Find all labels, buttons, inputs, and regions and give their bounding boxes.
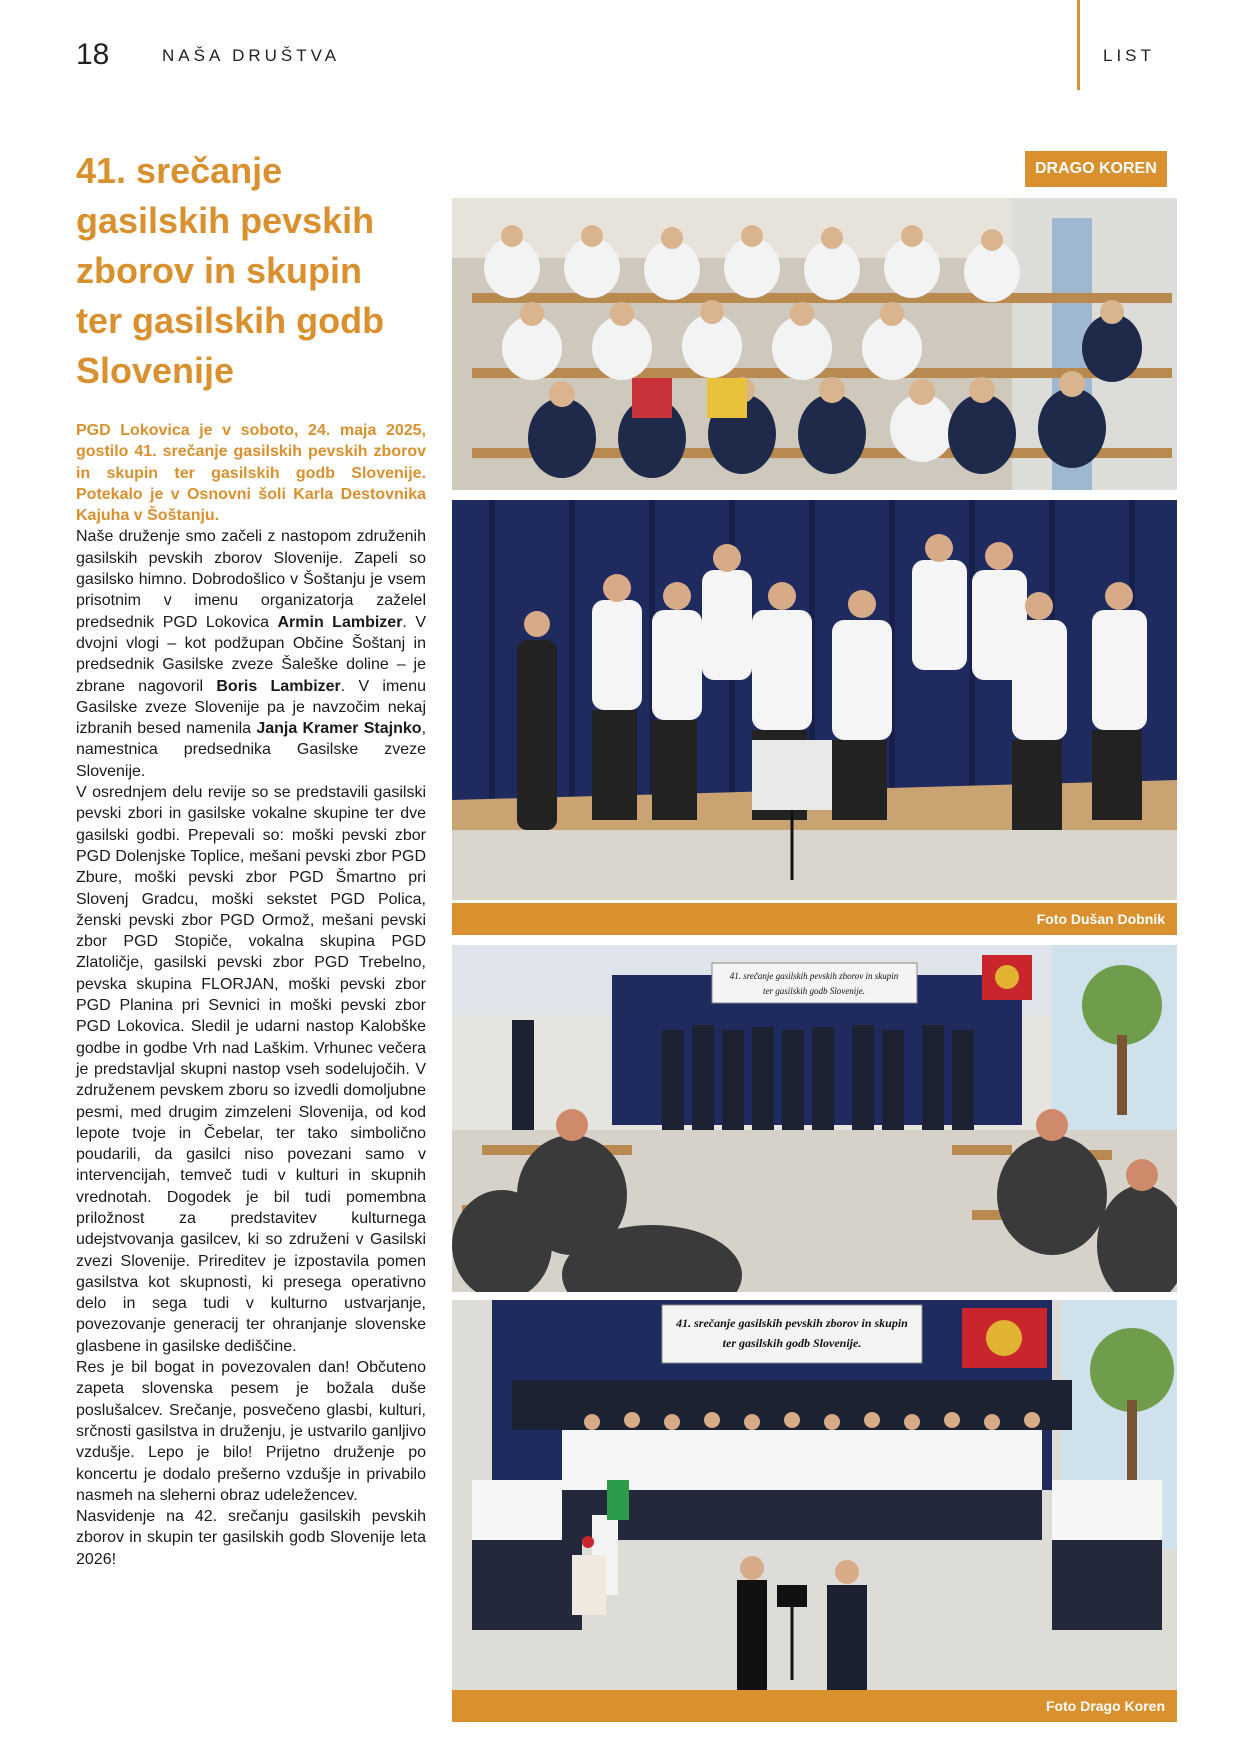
paragraph-text: , namestnica predsednika Gasilske zveze Slovenije.	[76, 720, 427, 780]
paragraph-farewell: Nasvidenje na 42. srečanju gasilskih pevskih zborov in skupin ter gasilskih godb Slovenije leta 2026!	[76, 1508, 426, 1568]
section-name: NAŠA DRUŠTVA	[162, 46, 341, 65]
lead-organisation: PGD Lokovica	[76, 422, 190, 439]
magazine-name: LIST	[1103, 46, 1155, 65]
article-body	[76, 420, 426, 1570]
paragraph-opening	[76, 526, 426, 782]
photo-joint-choir	[452, 1300, 1177, 1690]
photo-caption	[452, 903, 1177, 935]
photo-choir	[452, 500, 1177, 900]
article-headline: 41. srečanje gasilskih pevskih zborov in skupin ter gasilskih godb Slovenije	[76, 150, 385, 391]
article-lead	[76, 420, 426, 526]
caption-text: Foto Dušan Dobnik	[1036, 911, 1165, 927]
person-name: Armin Lambizer	[277, 613, 403, 631]
paragraph-text: Naše druženje smo začeli z nastopom združenih gasilskih pevskih zborov Slovenije. Zapeli so gasilsko himno. Dobrodošlico v Šoštanju je vsem prisotnim v imenu organizatorja zaželel predsednik PGD Lokovica	[76, 528, 426, 631]
paragraph-closing: Res je bil bogat in povezovalen dan! Občuteno zapeta slovenska pesem je božala duše poslušalcev. Srečanje, posvečeno glasbi, kulturi, srčnosti gasilstva in druženju, je ustvarilo ganljivo vzdušje. Lepo je bilo! Prijetno druženje po koncertu je dodalo prešerno vzdušje in privabilo nasmeh na sleherni obraz udeležencev.	[76, 1359, 426, 1504]
page-number: 18	[76, 38, 110, 71]
paragraph-text: . V dvojni vlogi – kot podžupan Občine Šoštanj in predsednik Gasilske zveze Šaleške doline – je zbrane nagovoril	[76, 613, 426, 695]
paragraph-program: V osrednjem delu revije so se predstavili gasilski pevski zbori in gasilske vokalne skupine ter dve gasilski godbi. Prepevali so: moški pevski zbor PGD Dolenjske Toplice, mešani pevski zbor PGD Zbure, moški pevski zbor PGD Šmartno pri Slovenj Gradcu, moški sekstet PGD Polica, ženski pevski zbor PGD Ormož, mešani pevski zbor PGD Stopiče, vokalna skupina PGD Zlatoličje, gasilski pevski zbor PGD Trebelno, pevska skupina FLORJAN, moški pevski zbor PGD Planina pri Sevnici in moški pevski zbor PGD Lokovica. Sledil je udarni nastop Kalobške godbe in godbe Vrh nad Laškim. Vrhunec večera je predstavljal skupni nastop vseh sodelujočih. V združenem pevskem zboru so izvedli domoljubne pesmi, med drugim zimzeleni Slovenija, od kod lepote tvoje in Čebelar, ter tako simbolično poudarili, da gasilci niso povezani samo v intervencijah, temveč tudi v kulturi in skupnih vrednotah. Dogodek je bil tudi pomembna priložnost za predstavitev kulturnega udejstvovanja gasilcev, ki so združeni v Gasilski zvezi Slovenije. Prireditev je izpostavila pomen gasilstva kot skupnosti, ki presega operativno delo in sega tudi v kulturno ustvarjanje, povezovanje generacij ter ohranjanje slovenske glasbene in gasilske dediščine.	[76, 784, 426, 1355]
author-tag: DRAGO KOREN	[1025, 151, 1167, 187]
banner-line-1: 41. srečanje gasilskih pevskih zborov in skupin	[676, 1316, 908, 1330]
person-name: Boris Lambizer	[216, 677, 341, 695]
photo-caption	[452, 1690, 1177, 1722]
photo-audience	[452, 198, 1177, 490]
person-name: Janja Kramer Stajnko	[256, 720, 422, 738]
banner-line-2: ter gasilskih godb Slovenije.	[722, 1336, 862, 1350]
paragraph-text: . V imenu Gasilske zveze Slovenije pa je navzočim nekaj izbranih besed namenila	[76, 677, 426, 738]
header-divider	[1077, 0, 1080, 90]
caption-text: Foto Drago Koren	[1046, 1698, 1165, 1714]
banner-line-1: 41. srečanje gasilskih pevskih zborov in skupin	[729, 971, 899, 981]
photo-band	[452, 945, 1177, 1292]
lead-text: je v soboto, 24. maja 2025, gostilo 41. srečanje gasilskih pevskih zborov in skupin ter gasilskih godb Slovenije. Potekalo je v Osnovni šoli Karla Destovnika Kajuha v Šoštanju.	[76, 422, 426, 525]
banner-line-2: ter gasilskih godb Slovenije.	[763, 986, 865, 996]
